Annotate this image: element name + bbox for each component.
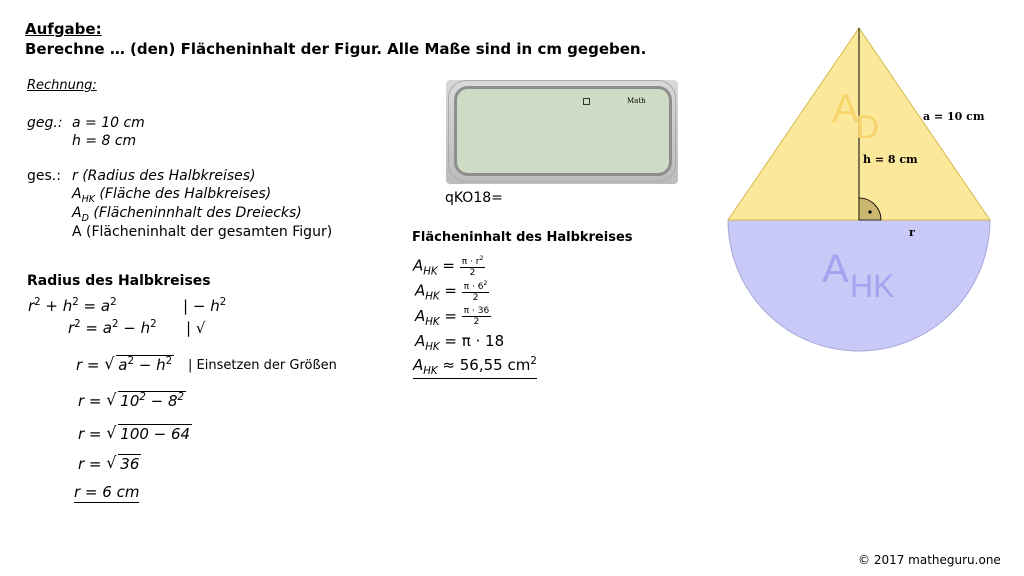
radius-op-1: | − $h^2$ [183,297,227,315]
given-h: h = 8 cm [72,133,137,149]
task-text: Berechne … (den) Flächeninhalt der Figur. Alle Maße sind in cm gegeben. [25,40,647,58]
given-a: a = 10 cm [72,115,145,131]
area-title: Flächeninhalt des Halbkreises [412,230,633,245]
area-semicircle-sub: HK [850,268,895,304]
side-a-label: a = 10 cm [923,110,985,123]
figure-diagram [720,20,1000,360]
area-semicircle-label: A [822,247,849,291]
radius-result: r = 6 cm [74,483,140,501]
copyright: © 2017 matheguru.one [858,553,1001,567]
height-label: h = 8 cm [863,153,918,166]
area-eq-1: $A_{HK}$ = $\frac{\pi \cdot r^2}{2}$ [413,255,484,278]
wanted-ad: $A_D$ (Flächeninnhalt des Dreiecks) [72,205,302,224]
wanted-r: r (Radius des Halbkreises) [72,168,256,184]
wanted-ahk: $A_{HK}$ (Fläche des Halbkreises) [72,186,272,205]
wanted-label: ges.: [27,168,61,184]
radius-eq-4: r = √ $10^2 - 8^2$ [78,390,184,410]
calculator-label: qKO18= [445,190,503,206]
radius-eq-3: r = √ $a^2 - h^2$ [76,354,173,374]
radius-eq-6: r = √ 36 [78,453,140,473]
given-label: geg.: [27,115,63,131]
calculator-display [446,80,678,184]
calculator-indicator-icon [583,98,590,105]
wanted-a: A (Flächeninhalt der gesamten Figur) [72,224,333,240]
radius-title: Radius des Halbkreises [27,273,211,289]
radius-op-2: | √ [186,319,206,337]
calculator-screen [454,86,672,176]
right-angle-dot [868,210,871,213]
radius-label: r [909,226,915,239]
insert-note: | Einsetzen der Größen [188,358,337,373]
area-eq-2: $A_{HK}$ = $\frac{\pi \cdot 6^2}{2}$ [415,280,488,303]
area-eq-3: $A_{HK}$ = $\frac{\pi \cdot 36}{2}$ [415,306,490,328]
radius-eq-1: $r^2 + h^2 = a^2$ [28,297,117,315]
area-triangle-label: A [832,87,859,131]
area-result: $A_{HK} \approx 56,55$ $cm^2$ [413,356,537,377]
radius-eq-5: r = √ 100 − 64 [78,423,191,443]
calc-title: Rechnung: [27,78,97,93]
task-label: Aufgabe: [25,20,102,38]
radius-eq-2: $r^2 = a^2 - h^2$ [68,319,157,337]
calculator-mode: Math [627,97,646,105]
area-triangle-sub: D [856,109,880,145]
area-eq-4: $A_{HK} = \pi \cdot 18$ [415,332,505,353]
